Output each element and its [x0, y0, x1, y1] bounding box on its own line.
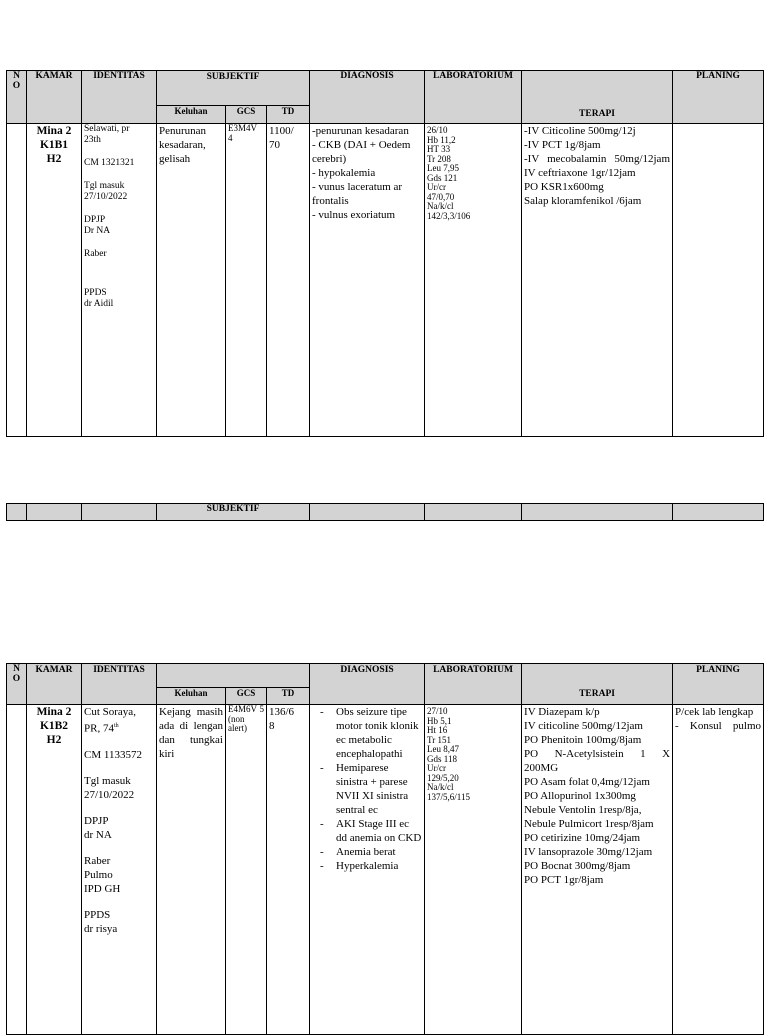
header-laboratorium: LABORATORIUM	[425, 664, 522, 705]
patient-age-suffix: th	[113, 723, 119, 729]
header-planing: PLANING	[673, 664, 764, 705]
diagnosis-item: - AKI Stage III ec dd anemia on CKD	[336, 817, 422, 845]
patient-cm: CM 1321321	[84, 158, 135, 168]
patient-ppds: PPDS dr risya	[84, 908, 118, 935]
header-strip	[6, 503, 764, 521]
cell-keluhan: Kejang masih ada di lengan dan tungkai kiri	[157, 705, 226, 1035]
terapi-item: IV ceftriaxone 1gr/12jam	[524, 167, 636, 179]
cell-identitas	[82, 705, 157, 1035]
table-row	[7, 124, 764, 437]
terapi-item: PO Phenitoin 100mg/8jam	[524, 734, 642, 746]
cell-no	[7, 705, 27, 1035]
patient-name: Selawati, pr 23th	[84, 124, 130, 145]
patient-table-2	[6, 663, 764, 1035]
header-gcs: GCS	[226, 106, 267, 124]
terapi-item: IV citicoline 500mg/12jam	[524, 720, 643, 732]
cell-terapi	[522, 124, 673, 437]
header-identitas: IDENTITAS	[82, 664, 157, 705]
diagnosis-item: - vulnus exoriatum	[312, 209, 396, 221]
cell-diagnosis	[310, 705, 425, 1035]
cell-planing	[673, 705, 764, 1035]
planing-item: P/cek lab lengkap	[675, 706, 754, 718]
terapi-item: PO cetirizine 10mg/24jam	[524, 832, 641, 844]
header-terapi: TERAPI	[522, 664, 673, 705]
terapi-item: PO Bocnat 300mg/8jam	[524, 860, 631, 872]
terapi-item: PO PCT 1gr/8jam	[524, 874, 604, 886]
header-diagnosis: DIAGNOSIS	[310, 71, 425, 124]
cell-laboratorium: 26/10 Hb 11,2 HT 33 Tr 208 Leu 7,95 Gds 121 Ur/cr 47/0,70 Na/k/cl 142/3,3/106	[425, 124, 522, 437]
terapi-item: -IV PCT 1g/8jam	[524, 139, 601, 151]
patient-name-text: Cut Soraya, PR, 74	[84, 706, 136, 735]
cell-gcs: E3M4V 4	[226, 124, 267, 437]
header-td: TD	[267, 106, 310, 124]
cell-identitas	[82, 124, 157, 437]
terapi-item: -IV Citicoline 500mg/12j	[524, 125, 636, 137]
diagnosis-item: - Hyperkalemia	[336, 859, 422, 873]
terapi-item: PO N-Acetylsistein 1 X 200MG	[524, 748, 671, 774]
header-no: N O	[7, 664, 27, 705]
diagnosis-item: -penurunan kesadaran	[312, 125, 409, 137]
header-identitas: IDENTITAS	[82, 71, 157, 124]
cell-td: 1100/ 70	[267, 124, 310, 437]
cell-td: 136/6 8	[267, 705, 310, 1035]
cell-gcs: E4M6V 5 (non alert)	[226, 705, 267, 1035]
header-no: N O	[7, 71, 27, 124]
header-subjektif: SUBJEKTIF	[157, 71, 310, 106]
header-subjektif-empty	[157, 664, 310, 688]
header-kamar: KAMAR	[27, 71, 82, 124]
diagnosis-item: - Hemiparese sinistra + parese NVII XI sinistra sentral ec	[336, 761, 422, 817]
header-keluhan: Keluhan	[157, 106, 226, 124]
terapi-item: -IV mecobalamin 50mg/12jam	[524, 153, 670, 165]
patient-tgl-masuk: Tgl masuk 27/10/2022	[84, 774, 135, 801]
patient-dpjp: DPJP dr NA	[84, 814, 112, 841]
terapi-item: IV Diazepam k/p	[524, 706, 600, 718]
header-terapi: TERAPI	[522, 71, 673, 124]
header-diagnosis: DIAGNOSIS	[310, 664, 425, 705]
terapi-item: Nebule Pulmicort 1resp/8jam	[524, 818, 654, 830]
table-row	[7, 705, 764, 1035]
planing-item: - Konsul pulmo	[675, 720, 762, 732]
diagnosis-item: - Obs seizure tipe motor tonik klonik ec metabolic encephalopathi	[336, 705, 422, 761]
patient-tgl-masuk: Tgl masuk 27/10/2022	[84, 181, 128, 202]
patient-table-1	[6, 70, 764, 437]
patient-cm: CM 1133572	[84, 748, 142, 761]
header-planing: PLANING	[673, 71, 764, 124]
terapi-item: Nebule Ventolin 1resp/8ja,	[524, 804, 642, 816]
patient-name	[84, 705, 154, 736]
cell-laboratorium: 27/10 Hb 5,1 Ht 16 Tr 151 Leu 8,47 Gds 118 Ur/cr 129/5,20 Na/k/cl 137/5,6/115	[425, 705, 522, 1035]
terapi-item: IV lansoprazole 30mg/12jam	[524, 846, 653, 858]
patient-ppds: PPDS dr Aidil	[84, 288, 114, 309]
diagnosis-item: - CKB (DAI + Oedem cerebri)	[312, 139, 411, 165]
strip-subjektif: SUBJEKTIF	[157, 504, 310, 521]
header-kamar: KAMAR	[27, 664, 82, 705]
header-gcs: GCS	[226, 688, 267, 705]
patient-raber: Raber	[84, 249, 107, 259]
cell-terapi	[522, 705, 673, 1035]
header-keluhan: Keluhan	[157, 688, 226, 705]
header-td: TD	[267, 688, 310, 705]
diagnosis-item: - Anemia berat	[336, 845, 422, 859]
terapi-item: Salap kloramfenikol /6jam	[524, 195, 642, 207]
diagnosis-item: - hypokalemia	[312, 167, 376, 179]
cell-planing	[673, 124, 764, 437]
patient-dpjp: DPJP Dr NA	[84, 215, 111, 236]
cell-no	[7, 124, 27, 437]
cell-keluhan: Penurunan kesadaran, gelisah	[157, 124, 226, 437]
terapi-item: PO Asam folat 0,4mg/12jam	[524, 776, 650, 788]
cell-kamar: Mina 2 K1B2 H2	[27, 705, 82, 1035]
patient-raber: Raber Pulmo IPD GH	[84, 854, 121, 895]
terapi-item: PO Allopurinol 1x300mg	[524, 790, 636, 802]
cell-diagnosis	[310, 124, 425, 437]
cell-kamar: Mina 2 K1B1 H2	[27, 124, 82, 437]
diagnosis-item: - vunus laceratum ar frontalis	[312, 181, 403, 207]
header-laboratorium: LABORATORIUM	[425, 71, 522, 124]
terapi-item: PO KSR1x600mg	[524, 181, 604, 193]
